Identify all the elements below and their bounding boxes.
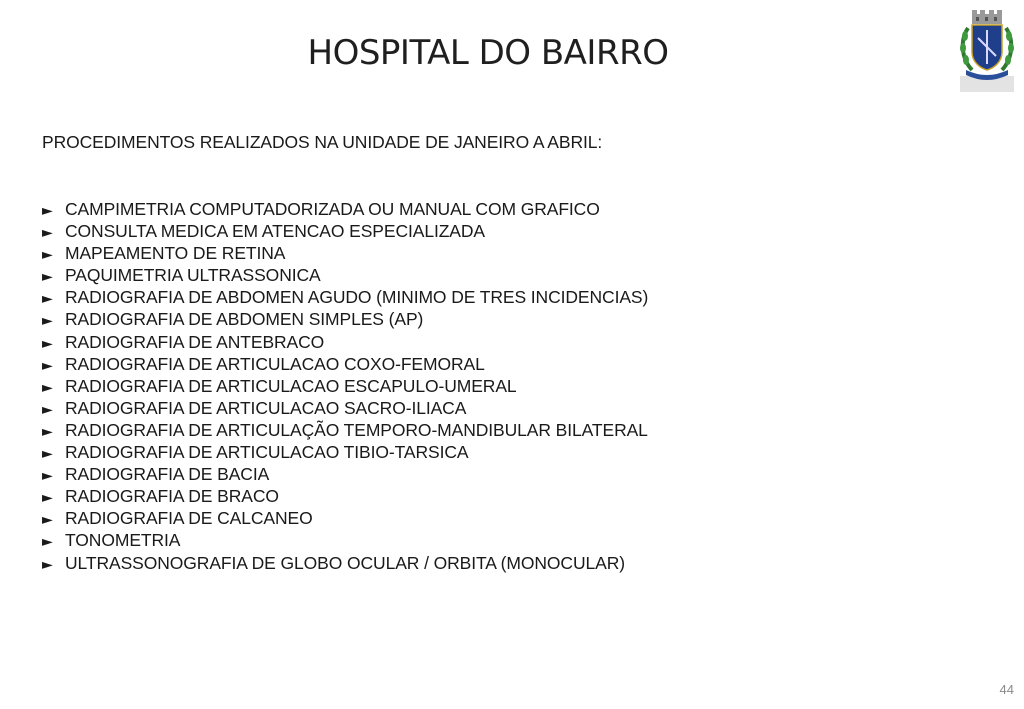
procedure-item <box>42 220 648 242</box>
bullet-arrow-icon: ► <box>42 423 53 440</box>
bullet-arrow-icon: ► <box>42 556 53 573</box>
procedure-label: RADIOGRAFIA DE BACIA <box>65 464 270 485</box>
bullet-arrow-icon: ► <box>42 534 53 551</box>
bullet-arrow-icon: ► <box>42 401 53 418</box>
bullet-arrow-icon: ► <box>42 335 53 352</box>
procedure-label: RADIOGRAFIA DE ARTICULACAO SACRO-ILIACA <box>65 397 467 418</box>
procedure-item <box>42 264 648 286</box>
procedure-label: RADIOGRAFIA DE ARTICULACAO ESCAPULO-UMERAL <box>65 375 517 396</box>
procedure-label: RADIOGRAFIA DE ARTICULACAO COXO-FEMORAL <box>65 353 485 374</box>
procedure-label: RADIOGRAFIA DE ABDOMEN SIMPLES (AP) <box>65 309 424 330</box>
bullet-arrow-icon: ► <box>42 247 53 264</box>
bullet-arrow-icon: ► <box>42 291 53 308</box>
procedure-label: CAMPIMETRIA COMPUTADORIZADA OU MANUAL COM GRAFICO <box>65 199 600 219</box>
procedure-label: PAQUIMETRIA ULTRASSONICA <box>65 265 321 286</box>
bullet-arrow-icon: ► <box>42 446 53 463</box>
municipal-coat-of-arms-icon <box>958 8 1016 94</box>
procedure-label: CONSULTA MEDICA EM ATENCAO ESPECIALIZADA <box>65 221 485 242</box>
procedure-label: RADIOGRAFIA DE ARTICULACAO TIBIO-TARSICA <box>65 442 469 463</box>
intro-text: PROCEDIMENTOS REALIZADOS NA UNIDADE DE JANEIRO A ABRIL: <box>42 132 603 152</box>
procedure-label: RADIOGRAFIA DE ABDOMEN AGUDO (MINIMO DE TRES INCIDENCIAS) <box>65 287 649 308</box>
procedure-item <box>42 397 648 419</box>
procedure-item <box>42 419 648 441</box>
page-number: 44 <box>999 682 1014 697</box>
bullet-arrow-icon: ► <box>42 512 53 529</box>
procedure-item <box>42 308 648 330</box>
procedure-label: RADIOGRAFIA DE ANTEBRACO <box>65 331 325 352</box>
bullet-arrow-icon: ► <box>42 203 53 219</box>
procedure-label: TONOMETRIA <box>65 530 181 551</box>
procedure-label: MAPEAMENTO DE RETINA <box>65 243 286 264</box>
procedure-item <box>42 198 648 220</box>
procedure-item <box>42 529 648 551</box>
procedure-item <box>42 485 648 507</box>
bullet-arrow-icon: ► <box>42 379 53 396</box>
procedure-item <box>42 463 648 485</box>
procedure-label: RADIOGRAFIA DE CALCANEO <box>65 508 313 529</box>
procedure-item <box>42 331 648 353</box>
procedure-label: ULTRASSONOGRAFIA DE GLOBO OCULAR / ORBITA (MONOCULAR) <box>65 552 625 573</box>
bullet-arrow-icon: ► <box>42 269 53 286</box>
procedure-item <box>42 242 648 264</box>
procedure-item <box>42 507 648 529</box>
procedure-item <box>42 441 648 463</box>
procedure-item <box>42 353 648 375</box>
bullet-arrow-icon: ► <box>42 357 53 374</box>
procedure-item <box>42 375 648 397</box>
bullet-arrow-icon: ► <box>42 490 53 507</box>
procedure-label: RADIOGRAFIA DE ARTICULAÇÃO TEMPORO-MANDIBULAR BILATERAL <box>65 419 648 440</box>
procedure-label: RADIOGRAFIA DE BRACO <box>65 486 279 507</box>
bullet-arrow-icon: ► <box>42 225 53 242</box>
procedures-list <box>42 198 648 574</box>
bullet-arrow-icon: ► <box>42 468 53 485</box>
bullet-arrow-icon: ► <box>42 313 53 330</box>
procedure-item <box>42 286 648 308</box>
slide-title: HOSPITAL DO BAIRRO <box>307 33 669 73</box>
procedure-item <box>42 552 648 574</box>
